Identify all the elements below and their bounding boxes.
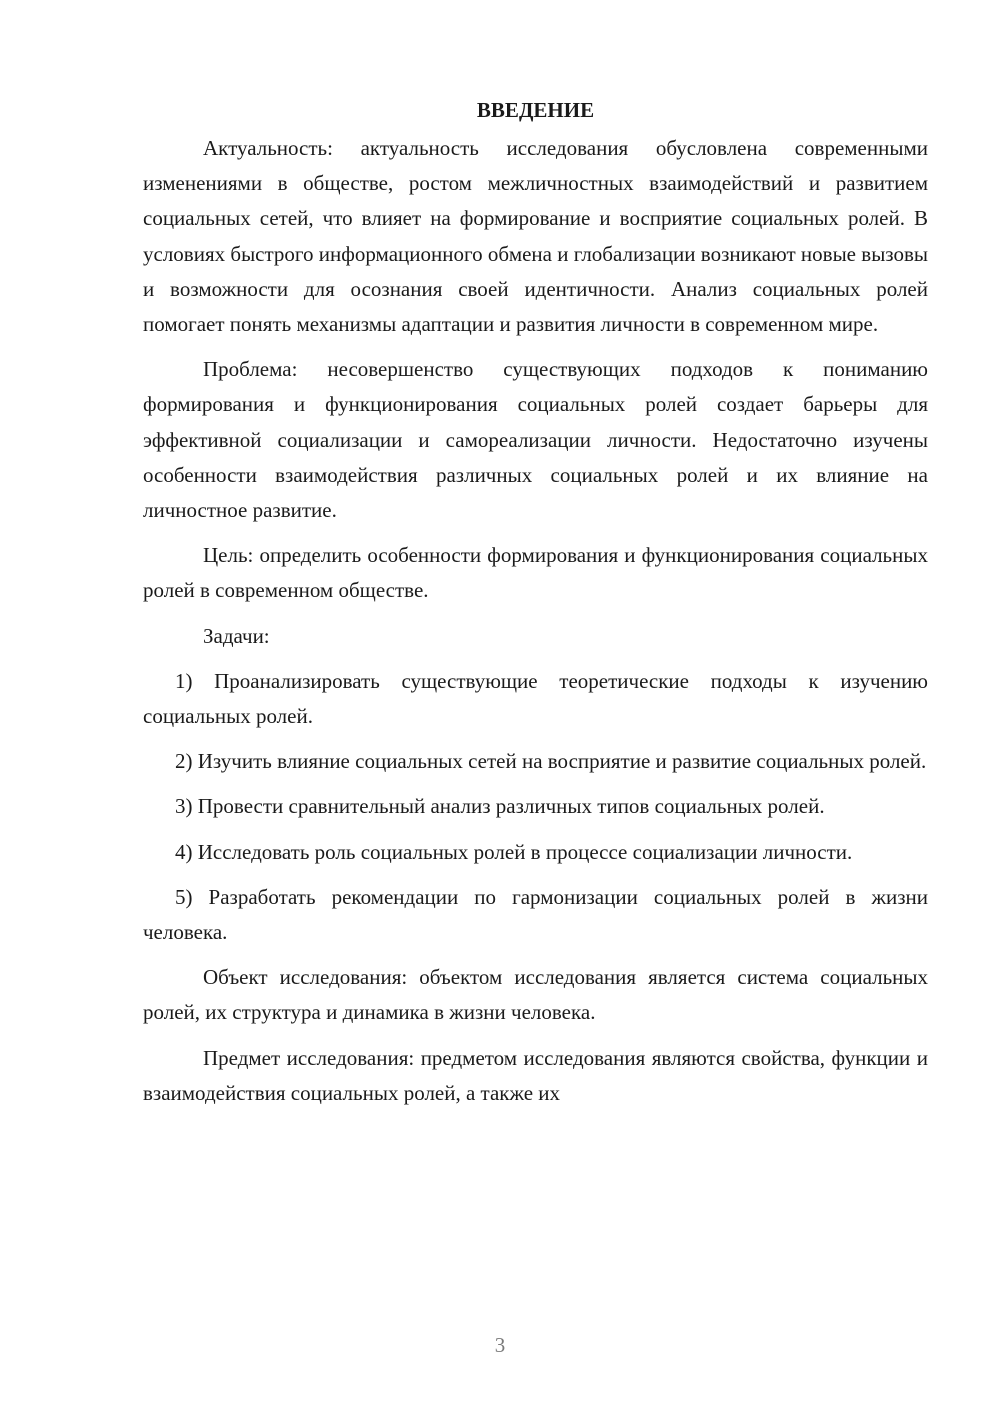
page-body: [143, 95, 928, 1121]
task-item-5: 5) Разработать рекомендации по гармонизации социальных ролей в жизни человека.: [143, 884, 928, 945]
page-title: ВВЕДЕНИЕ: [476, 98, 595, 122]
task-item-1: 1) Проанализировать существующие теоретические подходы к изучению социальных ролей.: [143, 668, 928, 729]
task-item-2: 2) Изучить влияние социальных сетей на восприятие и развитие социальных ролей.: [175, 749, 927, 774]
goal-paragraph: Цель: определить особенности формирования и функционирования социальных ролей в современном обществе.: [143, 543, 928, 603]
problem-paragraph: Проблема: несовершенство существующих подходов к пониманию формирования и функционирования социальных ролей создает барьеры для эффективной социализации и самореализации личности. Недостаточно изучены особенности взаимодействия различных социальных ролей и их влияние на личностное развитие.: [143, 357, 928, 523]
tasks-label: Задачи:: [203, 623, 270, 648]
subject-paragraph: Предмет исследования: предметом исследования являются свойства, функции и взаимодействия социальных ролей, а также их: [143, 1045, 928, 1105]
page-number: 3: [494, 1333, 506, 1357]
relevance-paragraph: Актуальность: актуальность исследования обусловлена современными изменениями в обществе, ростом межличностных взаимодействий и развитием социальных сетей, что влияет на формирование и восприятие социальных ролей. В условиях быстрого информационного обмена и глобализации возникают новые вызовы и возможности для осознания своей идентичности. Анализ социальных ролей помогает понять механизмы адаптации и развития личности в современном мире.: [143, 136, 928, 337]
task-item-4: 4) Исследовать роль социальных ролей в процессе социализации личности.: [175, 839, 853, 864]
object-paragraph: Объект исследования: объектом исследования является система социальных ролей, их структура и динамика в жизни человека.: [143, 965, 928, 1025]
task-item-3: 3) Провести сравнительный анализ различных типов социальных ролей.: [175, 794, 825, 819]
